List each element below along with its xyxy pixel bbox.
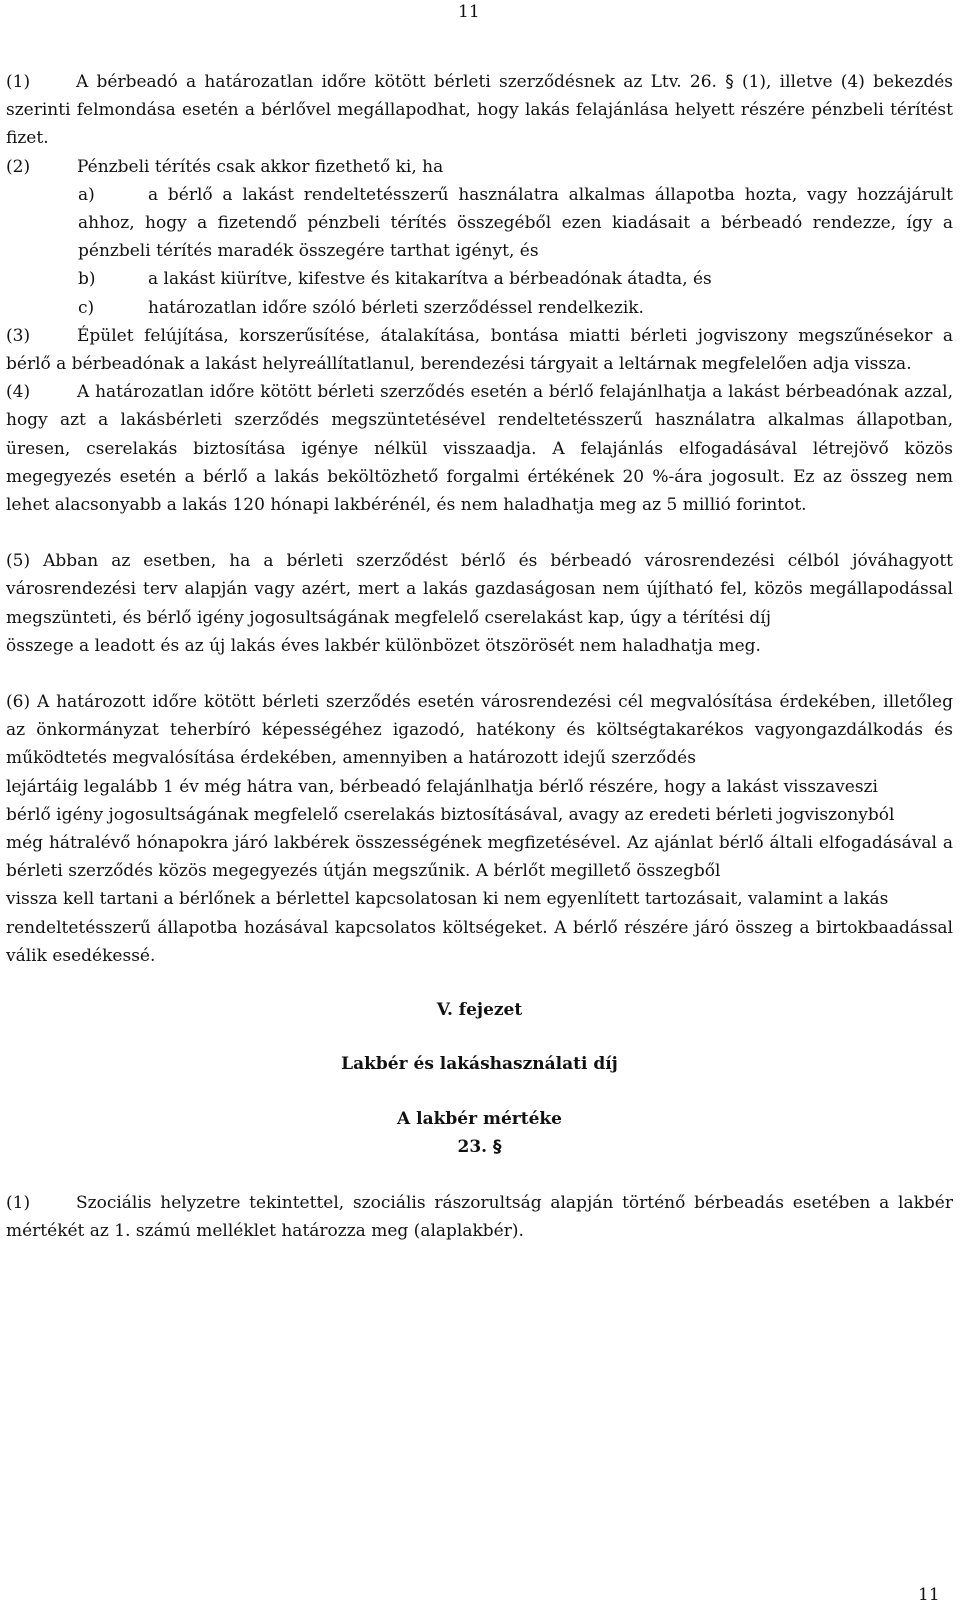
paragraph-6-line-5: vissza kell tartani a bérlőnek a bérlettel kapcsolatosan ki nem egyenlített tartozásait, valamint a lakás — [6, 889, 889, 910]
section-sign-icon: § — [493, 1136, 502, 1157]
paragraph-3-number: (3) — [6, 325, 31, 346]
chapter-heading: V. fejezet — [436, 1000, 523, 1021]
paragraph-4: (4) A határozatlan időre kötött bérleti szerződés esetén a bérlő felajánlhatja a lakást bérbeadónak azzal, hogy azt a lakásbérleti szerződés megszüntetésével rendeltetésszerű használatra alkalmas állapotban, üresen, cserelakás biztosítása igénye nélkül visszaadja. A felajánlás elfogadásával létrejövő közös megegyezés esetén a bérlő a lakás beköltözhető forgalmi értékének 20 %-ára jogosult. Ez az összeg nem lehet alacsonyabb a lakás 120 hónapi lakbérénél, és nem haladhatja meg az 5 millió forintot. — [6, 378, 953, 519]
paragraph-1: (1) A bérbeadó a határozatlan időre kötött bérleti szerződésnek az Ltv. 26. § (1), illetve (4) bekezdés szerinti felmondása esetén a bérlővel megállapodhat, hogy lakás felajánlása helyett részére pénzbeli térítést fizet. — [6, 68, 953, 153]
paragraph-6-line-1: (6) A határozott időre kötött bérleti szerződés esetén városrendezési cél megvalósítása érdekében, illetőleg az önkormányzat teherbíró képességéhez igazodó, hatékony és költségtakarékos vagyongazdálkodás és működtetés megvalósítása érdekében, amennyiben a határozott idejű szerződés — [6, 692, 953, 769]
paragraph-1-number: (1) — [6, 72, 31, 92]
paragraph-2: (2) Pénzbeli térítés csak akkor fizethető ki, ha — [6, 153, 953, 181]
list-item-b: b) a lakást kiürítve, kifestve és kitakarítva a bérbeadónak átadta, és — [78, 269, 712, 290]
page-number-top: 11 — [458, 2, 480, 22]
paragraph-6-line-6: rendeltetésszerű állapotba hozásával kapcsolatos költségeket. A bérlő részére járó összeg a birtokbaadással válik esedékessé. — [6, 917, 953, 966]
list-item-a: a) a bérlő a lakást rendeltetésszerű használatra alkalmas állapotba hozta, vagy hozzájárult ahhoz, hogy a fizetendő pénzbeli térítés összegéből ezen kiadásait a bérbeadó rendezze, így a pénzbeli térítés maradék összegére tarthat igényt, és — [78, 184, 953, 262]
paragraph-7-number: (1) — [6, 1192, 31, 1213]
section-number: 23. § — [457, 1136, 502, 1157]
paragraph-6-line-2: lejártáig legalább 1 év még hátra van, bérbeadó felajánlhatja bérlő részére, hogy a lakást visszaveszi — [6, 776, 878, 797]
page-number-bottom: 11 — [918, 1585, 940, 1605]
document-body — [6, 68, 953, 1245]
paragraph-4-number: (4) — [6, 382, 31, 403]
paragraph-2-number: (2) — [6, 156, 31, 177]
section-title: A lakbér mértéke — [397, 1108, 562, 1129]
chapter-title: Lakbér és lakáshasználati díj — [341, 1054, 618, 1075]
list-item-c: c) határozatlan időre szóló bérleti szerződéssel rendelkezik. — [78, 297, 644, 318]
paragraph-7: (1) Szociális helyzetre tekintettel, szociális rászorultság alapján történő bérbeadás esetében a lakbér mértékét az 1. számú melléklet határozza meg (alaplakbér). — [6, 1189, 953, 1245]
paragraph-3: (3) Épület felújítása, korszerűsítése, átalakítása, bontása miatti bérleti jogviszony megszűnésekor a bérlő a bérbeadónak a lakást helyreállítatlanul, berendezési tárgyait a leltárnak megfelelően adja vissza. — [6, 322, 953, 378]
section-sign-icon: § — [725, 72, 734, 92]
paragraph-6-line-3: bérlő igény jogosultságának megfelelő cserelakás biztosításával, avagy az eredeti bérleti jogviszonyból — [6, 804, 895, 825]
paragraph-5: (5) Abban az esetben, ha a bérleti szerződést bérlő és bérbeadó városrendezési célból jóváhagyott városrendezési terv alapján vagy azért, mert a lakás gazdaságosan nem újítható fel, közös megállapodással megszünteti, és bérlő igény jogosultságának megfelelő cserelakást kap, úgy a térítési díj — [6, 551, 953, 628]
paragraph-5-cont: összege a leadott és az új lakás éves lakbér különbözet ötszörösét nem haladhatja meg. — [6, 635, 761, 656]
paragraph-2-list — [6, 181, 953, 322]
paragraph-6-line-4: még hátralévő hónapokra járó lakbérek összességének megfizetésével. Az ajánlat bérlő általi elfogadásával a bérleti szerződés közös megegyezés útján megszűnik. A bérlőt megillető összegből — [6, 833, 953, 882]
